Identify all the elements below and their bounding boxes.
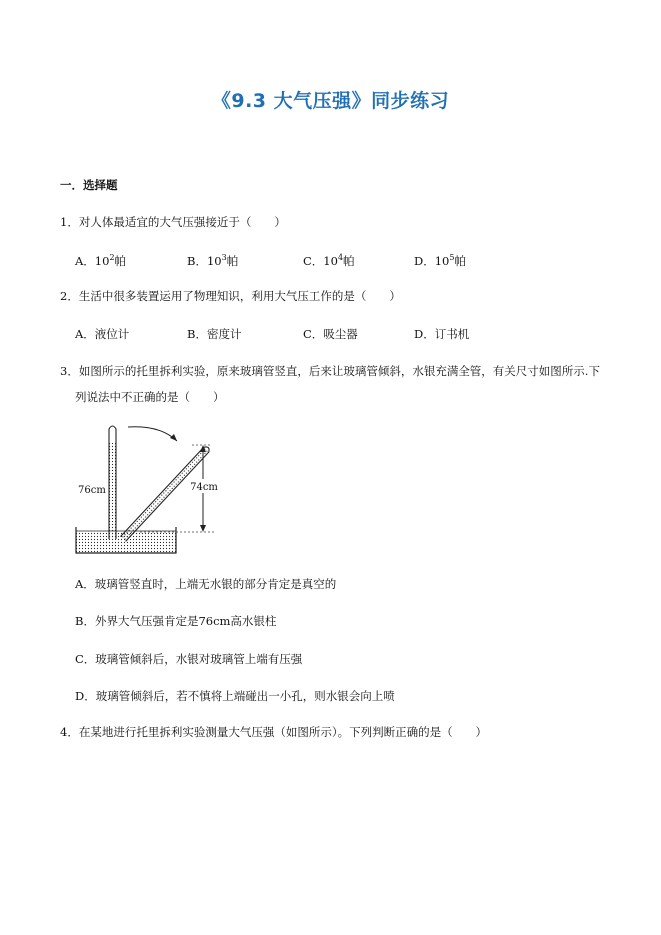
question-3-stem-line2: 列说法中不正确的是（ ） — [75, 390, 225, 404]
vertical-tube — [109, 426, 116, 539]
q1-option-a[interactable]: A．$10^2$帕 — [75, 253, 127, 268]
q3-option-b[interactable]: B．外界大气压强肯定是76cm高水银柱 — [75, 614, 277, 628]
label-74cm: 74cm — [190, 482, 218, 493]
question-4-stem: 4．在某地进行托里拆利实验测量大气压强（如图所示）。下列判断正确的是（ ） — [60, 725, 488, 739]
tilt-arrow — [128, 427, 177, 441]
q3-option-d[interactable]: D．玻璃管倾斜后，若不慎将上端碰出一小孔，则水银会向上喷 — [75, 689, 395, 703]
question-1-stem: 1．对人体最适宜的大气压强接近于（ ） — [60, 215, 286, 229]
q1-option-b[interactable]: B．$10^3$帕 — [187, 253, 239, 268]
torricelli-figure — [60, 415, 240, 560]
q1-option-d[interactable]: D．$10^5$帕 — [414, 253, 466, 268]
q2-option-b[interactable]: B．密度计 — [187, 327, 242, 341]
q2-option-c[interactable]: C．吸尘器 — [303, 327, 358, 341]
tilted-tube — [120, 445, 210, 541]
q2-option-a[interactable]: A．液位计 — [75, 327, 130, 341]
q2-option-d[interactable]: D．订书机 — [414, 327, 470, 341]
q3-option-c[interactable]: C．玻璃管倾斜后，水银对玻璃管上端有压强 — [75, 652, 303, 666]
label-76cm: 76cm — [78, 485, 106, 496]
q3-option-a[interactable]: A．玻璃管竖直时，上端无水银的部分肯定是真空的 — [75, 577, 337, 591]
q1-option-c[interactable]: C．$10^4$帕 — [303, 253, 355, 268]
page-title: 《9.3 大气压强》同步练习 — [211, 90, 450, 112]
question-2-stem: 2．生活中很多装置运用了物理知识，利用大气压工作的是（ ） — [60, 289, 401, 303]
section-heading: 一．选择题 — [60, 178, 118, 192]
question-3-stem-line1: 3．如图所示的托里拆利实验，原来玻璃管竖直，后来让玻璃管倾斜，水银充满全管，有关尺寸如图所示.下 — [60, 364, 600, 378]
